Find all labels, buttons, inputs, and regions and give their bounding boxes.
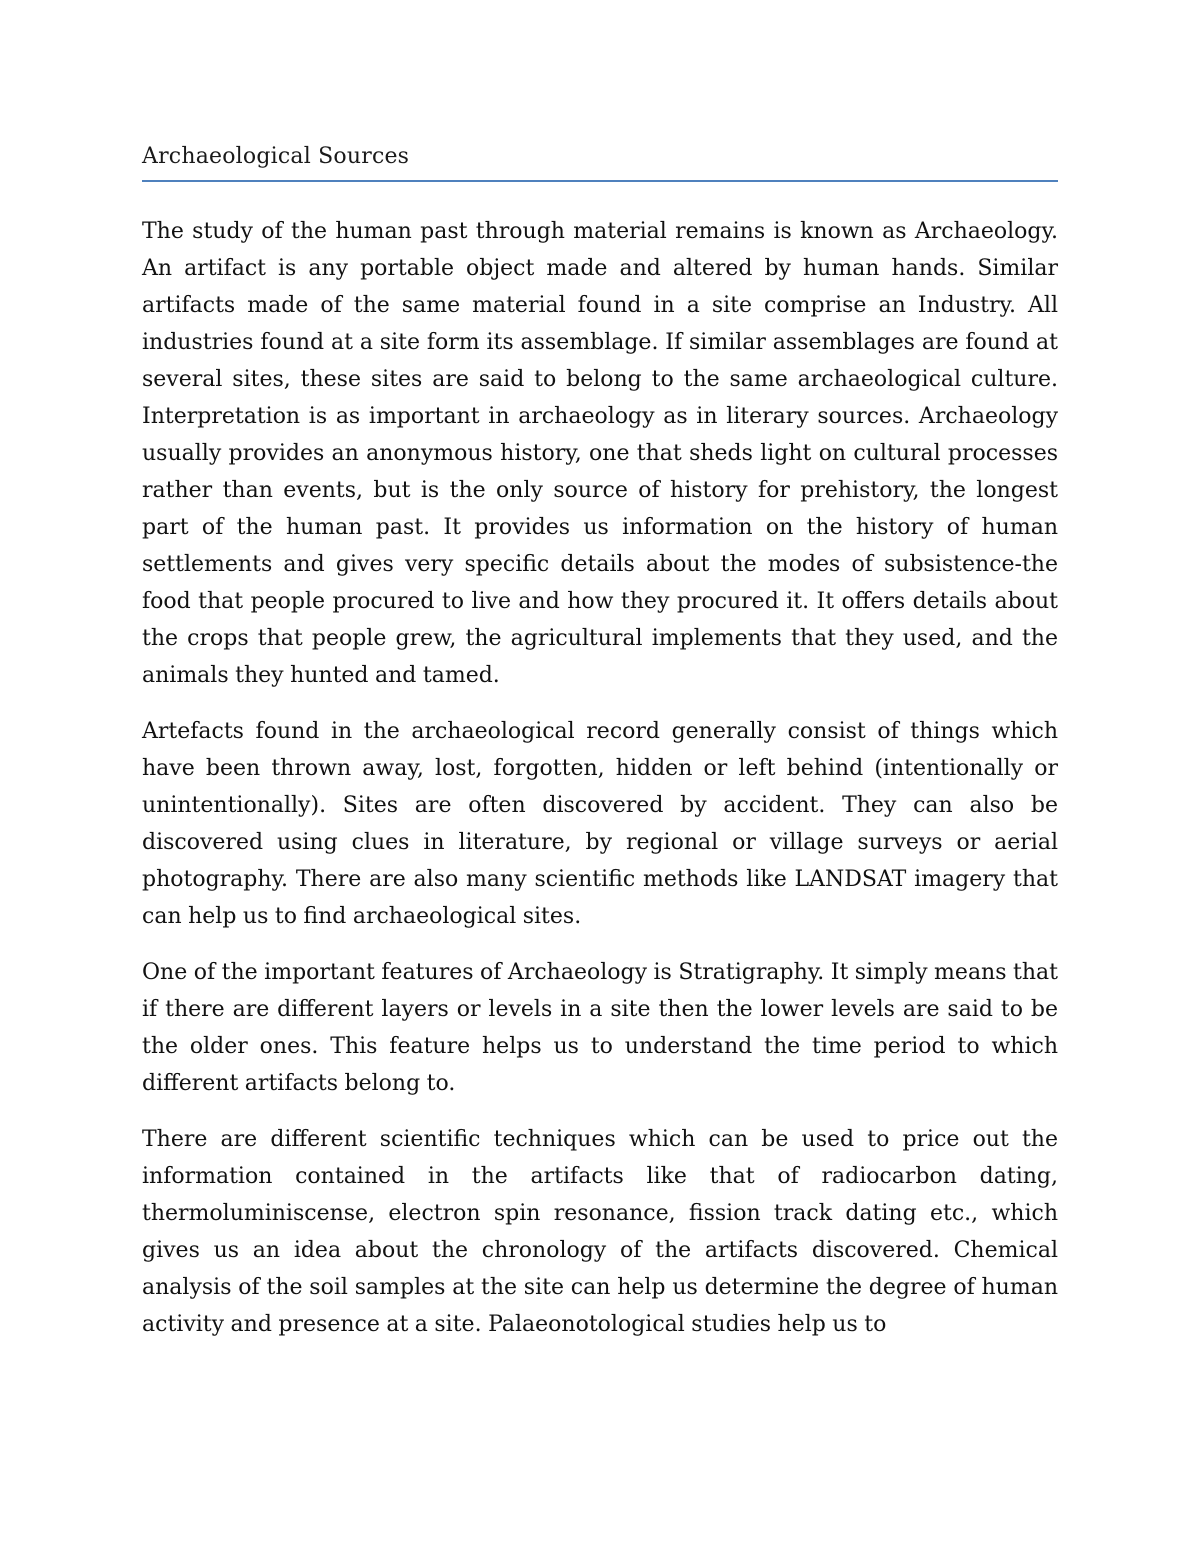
- document-body: [142, 213, 1058, 1362]
- paragraph-stratigraphy: One of the important features of Archaeology is Stratigraphy. It simply means that if there are different layers or levels in a site then the lower levels are said to be the older ones. This feature helps us to understand the time period to which different artifacts belong to.: [142, 960, 1058, 1096]
- paragraph-artefacts-discovery: Artefacts found in the archaeological record generally consist of things which have been thrown away, lost, forgotten, hidden or left behind (intentionally or unintentionally). Sites are often discovered by accident. They can also be discovered using clues in literature, by regional or village surveys or aerial photography. There are also many scientific methods like LANDSAT imagery that can help us to find archaeological sites.: [142, 719, 1058, 929]
- paragraph-archaeology-definition: The study of the human past through material remains is known as Archaeology. An artifact is any portable object made and altered by human hands. Similar artifacts made of the same material found in a site comprise an Industry. All industries found at a site form its assemblage. If similar assemblages are found at several sites, these sites are said to belong to the same archaeological culture. Interpretation is as important in archaeology as in literary sources. Archaeology usually provides an anonymous history, one that sheds light on cultural processes rather than events, but is the only source of history for prehistory, the longest part of the human past. It provides us information on the history of human settlements and gives very specific details about the modes of subsistence-the food that people procured to live and how they procured it. It offers details about the crops that people grew, the agricultural implements that they used, and the animals they hunted and tamed.: [142, 219, 1058, 688]
- document-page: [142, 0, 1058, 1553]
- paragraph-scientific-techniques: There are different scientific techniques which can be used to price out the information contained in the artifacts like that of radiocarbon dating, thermoluminiscense, electron spin resonance, fission track dating etc., which gives us an idea about the chronology of the artifacts discovered. Chemical analysis of the soil samples at the site can help us determine the degree of human activity and presence at a site. Palaeonotological studies help us to: [142, 1127, 1058, 1337]
- document-title: Archaeological Sources: [142, 144, 410, 169]
- title-underline-rule: [142, 180, 1058, 182]
